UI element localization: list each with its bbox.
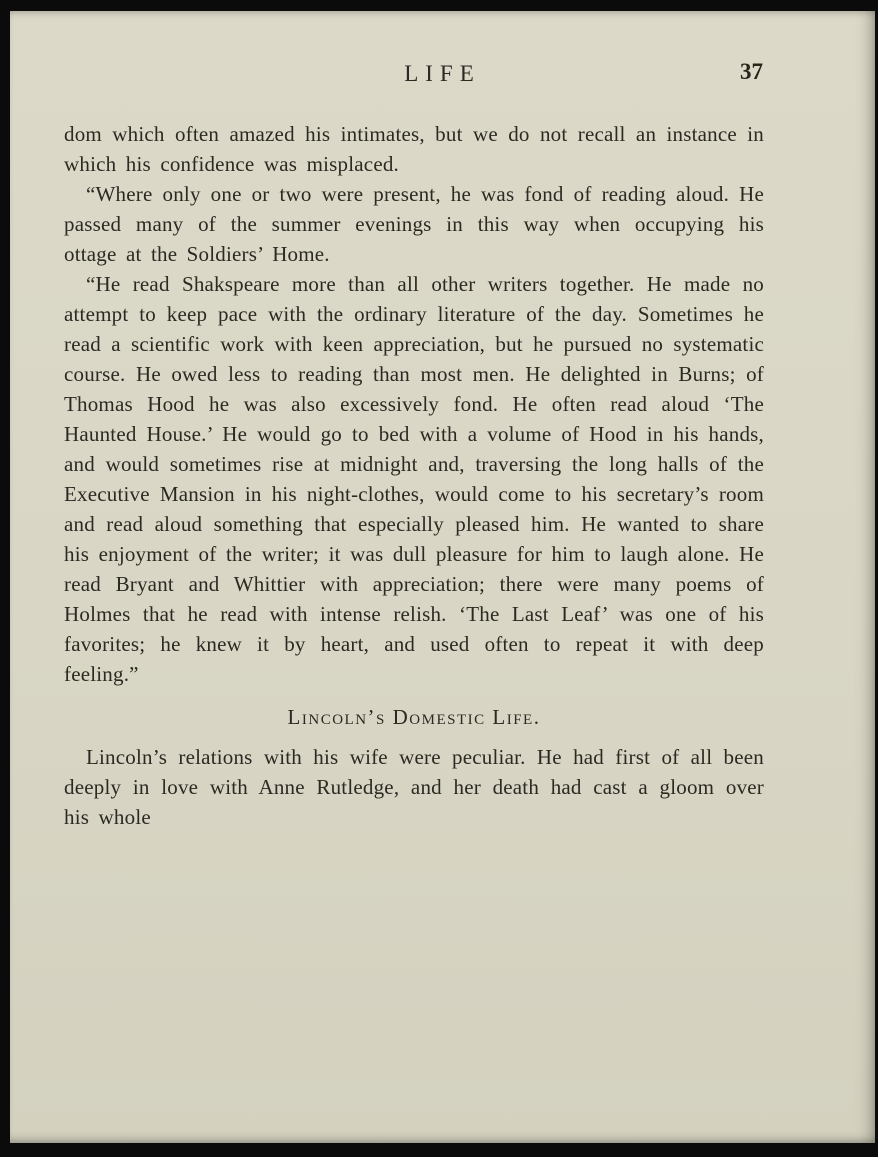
paragraph-shakspeare: “He read Shakspeare more than all other writers together. He made no attempt to keep pace with the ordinary literature of the day. Sometimes he read a scientific work with keen appreciation, but he pursued no systematic course. He owed less to reading than most men. He delighted in Burns; of Thomas Hood he was also excessively fond. He often read aloud ‘The Haunted House.’ He would go to bed with a volume of Hood in his hands, and would sometimes rise at midnight and, traversing the long halls of the Executive Mansion in his night-clothes, would come to his secretary’s room and read aloud something that especially pleased him. He wanted to share his enjoyment of the writer; it was dull pleasure for him to laugh alone. He read Bryant and Whittier with appreciation; there were many poems of Holmes that he read with intense relish. ‘The Last Leaf’ was one of his favorites; he knew it by heart, and used often to repeat it with deep feeling.” [64, 272, 764, 686]
running-title: LIFE [404, 61, 481, 86]
page-number: 37 [740, 59, 763, 84]
paragraph-domestic-life: Lincoln’s relations with his wife were peculiar. He had first of all been deeply in love with Anne Rutledge, and her death had cast a gloom over his whole [64, 745, 764, 829]
paragraph-reading-aloud: “Where only one or two were present, he was fond of reading aloud. He passed many of the summer evenings in this way when occupying his ottage at the Soldiers’ Home. [64, 182, 764, 266]
book-page [10, 11, 875, 1143]
paragraph-continuation: dom which often amazed his intimates, but we do not recall an instance in which his confidence was misplaced. [64, 122, 764, 176]
text-block [64, 119, 764, 832]
page-header [10, 61, 875, 93]
section-heading: Lincoln’s Domestic Life. [287, 705, 541, 729]
